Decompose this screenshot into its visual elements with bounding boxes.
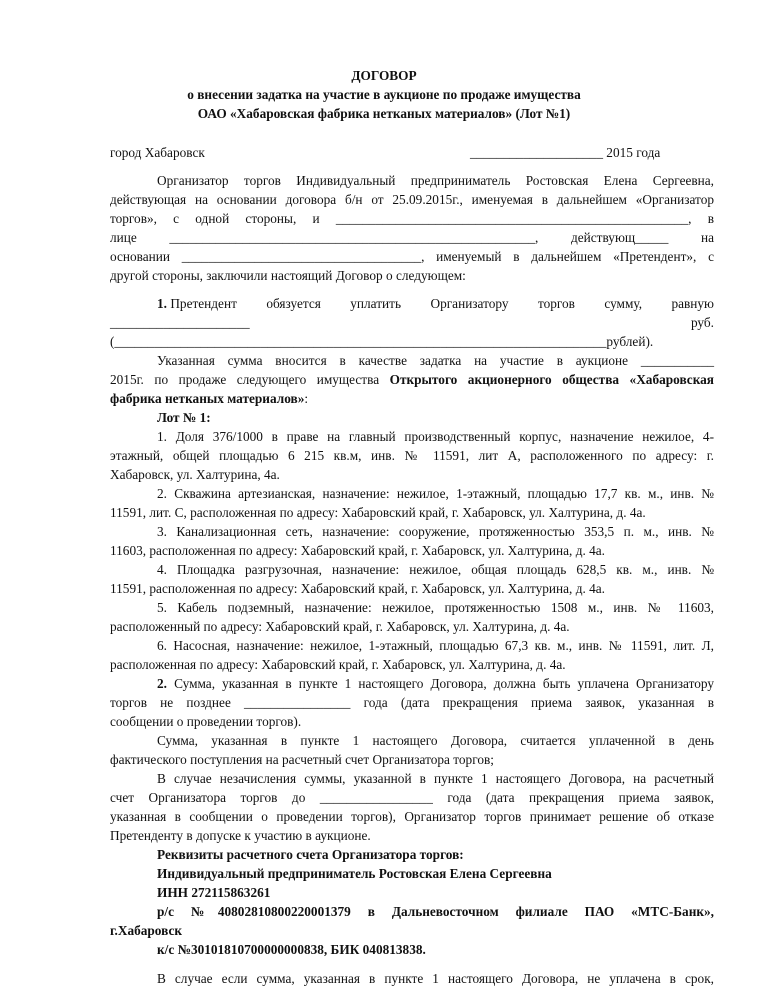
clause-1-word: Организатору [430, 296, 509, 311]
clause-2-line: указанная в сообщении о проведении торгов), Организатор торгов принимает решение об отказе [110, 809, 714, 824]
preamble-line: торгов», с одной стороны, и _____________________________________________________, в [110, 211, 714, 226]
clause-1-amount-blank: _____________________ [110, 315, 250, 330]
contract-date: ____________________ 2015 года [470, 145, 661, 160]
lot-item-line: расположенная по адресу: Хабаровский край, г. Хабаровск, ул. Халтурина, д. 4а. [110, 657, 566, 672]
lot-item-line: 11591, расположенная по адресу: Хабаровский край, г. Хабаровск, ул. Халтурина, д. 4а. [110, 581, 605, 596]
clause-1-word: равную [671, 296, 714, 311]
clause-2-number: 2. [157, 676, 167, 691]
requisites-inn: ИНН 272115863261 [157, 885, 271, 900]
preamble-line: другой стороны, заключили настоящий Договор о следующем: [110, 268, 466, 283]
clause-2-line: фактического поступления на расчетный счет Организатора торгов; [110, 752, 494, 767]
requisites-title: Реквизиты расчетного счета Организатора торгов: [157, 847, 464, 862]
lot-item-line: Хабаровск, ул. Халтурина, 4а. [110, 467, 280, 482]
city-label: город Хабаровск [110, 145, 205, 160]
requisites-city: г.Хабаровск [110, 923, 183, 938]
clause-1-amount-words: (__________________________________________________________________________рублей). [110, 334, 654, 349]
document-subtitle: о внесении задатка на участие в аукционе по продаже имущества [187, 87, 581, 102]
clause-1-word: торгов [537, 296, 575, 311]
final-paragraph-line: В случае если сумма, указанная в пункте 1 настоящего Договора, не уплачена в срок, [157, 971, 714, 986]
lot-item-line: 6. Насосная, назначение: нежилое, 1-этажный, площадью 67,3 кв. м., инв. № 11591, лит. Л, [157, 638, 714, 653]
deposit-line: фабрика нетканых материалов»: [110, 391, 309, 406]
lot-item-line: 4. Площадка разгрузочная, назначение: нежилое, общая площадь 628,5 кв. м., инв. № [157, 562, 714, 577]
clause-1-word: обязуется [266, 296, 321, 311]
deposit-line: 2015г. по продаже следующего имущества Открытого акционерного общества «Хабаровская [110, 372, 714, 387]
clause-1-word: уплатить [350, 296, 402, 311]
lot-title: Лот № 1: [157, 410, 211, 425]
clause-2-line: В случае незачисления суммы, указанной в пункте 1 настоящего Договора, на расчетный [157, 771, 714, 786]
clause-2-line: Претенденту в допуске к участию в аукционе. [110, 828, 371, 843]
clause-2-line: счет Организатора торгов до _________________ года (дата прекращения приема заявок, [110, 790, 714, 805]
clause-1-word: Претендент [170, 296, 237, 311]
clause-2-line: 2. Сумма, указанная в пункте 1 настоящего Договора, должна быть уплачена Организатору [157, 676, 715, 691]
lot-item-line: 11591, лит. С, расположенная по адресу: Хабаровский край, г. Хабаровск, ул. Халтурина, д. 4а. [110, 505, 646, 520]
clause-1-word: сумму, [604, 296, 643, 311]
clause-1-currency: руб. [690, 315, 714, 330]
clause-2-line: Сумма, указанная в пункте 1 настоящего Договора, считается уплаченной в день [157, 733, 714, 748]
lot-item-line: 1. Доля 376/1000 в праве на главный производственный корпус, назначение нежилое, 4- [157, 429, 714, 444]
requisites-corr-account: к/с №30101810700000000838, БИК 040813838. [157, 942, 426, 957]
document-title: ДОГОВОР [351, 68, 417, 83]
preamble-line: основании ____________________________________, именуемый в дальнейшем «Претендент», с [110, 249, 714, 264]
document-subtitle-lot: ОАО «Хабаровская фабрика нетканых материалов» (Лот №1) [197, 106, 571, 121]
clause-2-line: сообщении о проведении торгов). [110, 714, 302, 729]
requisites-account: р/с №40802810800220001379 в Дальневосточном филиале ПАО «МТС-Банк», [157, 904, 714, 919]
clause-1-number: 1. [157, 296, 167, 311]
lot-item-line: этажный, общей площадью 6 215 кв.м, инв. № 11591, лит А, расположенного по адресу: г. [110, 448, 714, 463]
lot-item-line: расположенный по адресу: Хабаровский край, г. Хабаровск, ул. Халтурина, д. 4а. [110, 619, 570, 634]
lot-item-line: 3. Канализационная сеть, назначение: сооружение, протяженностью 353,5 п. м., инв. № [157, 524, 714, 539]
preamble-line: действующая на основании договора б/н от 25.09.2015г., именуемая в дальнейшем «Организатор [110, 192, 714, 207]
clause-2-line: торгов не позднее ________________ года (дата прекращения приема заявок, указанная в [110, 695, 714, 710]
preamble-line: лице _______________________________________________________, действующ_____ на [110, 230, 714, 245]
clause-1-line [157, 294, 714, 313]
lot-item-line: 11603, расположенная по адресу: Хабаровский край, г. Хабаровск, ул. Халтурина, д. 4а. [110, 543, 605, 558]
lot-item-line: 2. Скважина артезианская, назначение: нежилое, 1-этажный, площадью 17,7 кв. м., инв. № [157, 486, 714, 501]
lot-item-line: 5. Кабель подземный, назначение: нежилое, протяженностью 1508 м., инв. № 11603, [157, 600, 714, 615]
deposit-line: Указанная сумма вносится в качестве задатка на участие в аукционе ___________ [157, 353, 714, 368]
preamble-line: Организатор торгов Индивидуальный предприниматель Ростовская Елена Сергеевна, [157, 173, 714, 188]
requisites-name: Индивидуальный предприниматель Ростовская Елена Сергеевна [157, 866, 552, 881]
